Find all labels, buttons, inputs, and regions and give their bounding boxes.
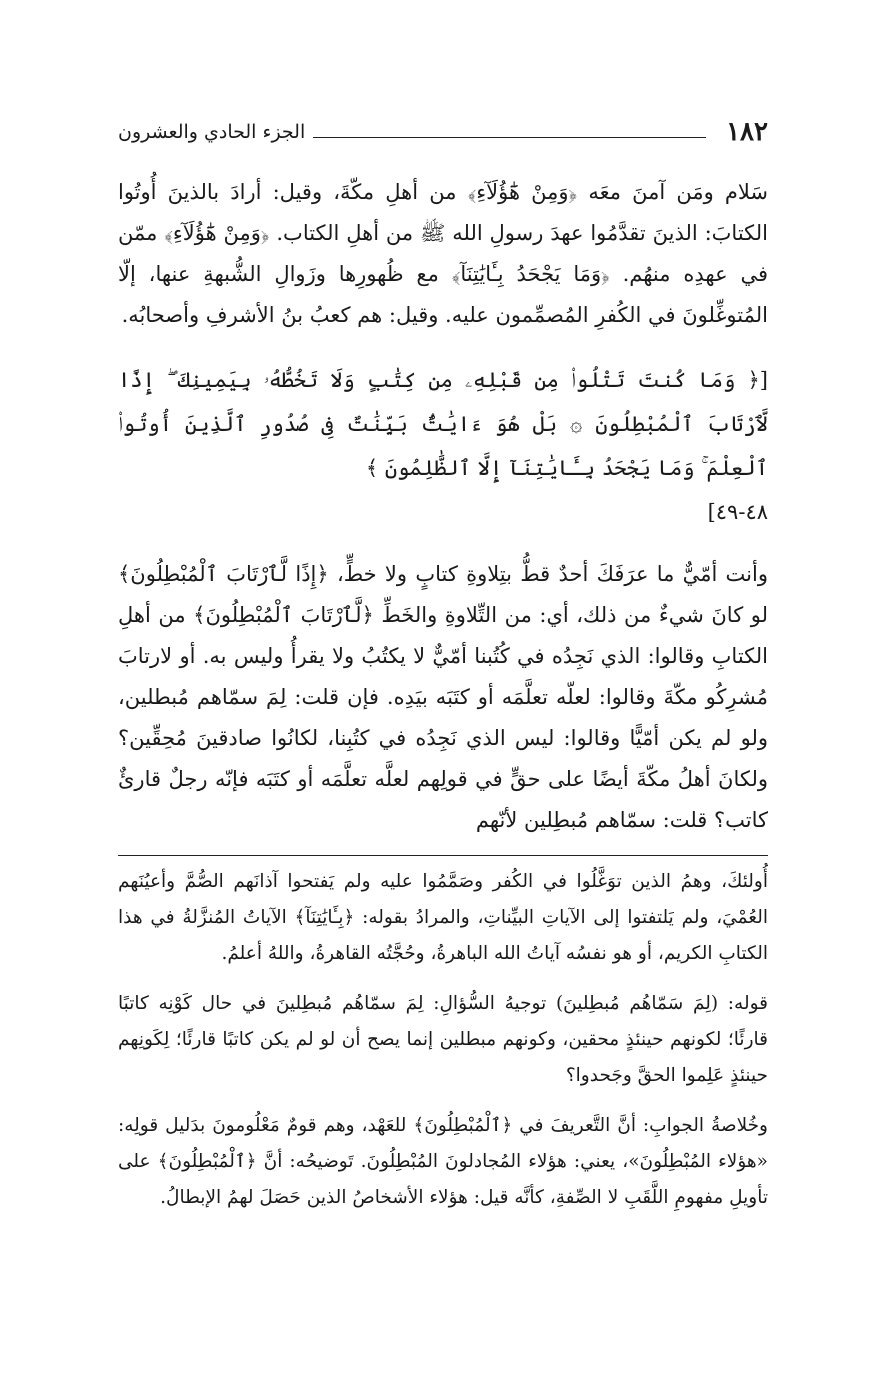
main-paragraph-2: وأنت أمّيٌّ ما عرَفَكَ أحدٌ قطُّ بتِلاوةِ كتابٍ ولا خطٍّ، ﴿إِذًا لَّٱرْتَابَ ٱلْمُبْطِلُونَ﴾ لو كانَ شيءٌ من ذلك، أي: من التِّلاوةِ والخَطِّ ﴿لَّٱرْتَابَ ٱلْمُبْطِلُونَ﴾ من أهلِ الكتابِ وقالوا: الذي نَجِدُه في كُتُبنا أمّيٌّ لا يكتُبُ ولا يقرأُ وليس به. أو لارتابَ مُشرِكُو مكّةَ وقالوا: لعلّه تعلَّمَه أو كتَبَه بيَدِه. فإن قلت: لِمَ سمّاهم مُبطلين، ولو لم يكن أمّيًّا وقالوا: ليس الذي نَجِدُه في كتُبِنا، لكانُوا صادقينَ مُحِقِّين؟ ولكانَ أهلُ مكّةَ أيضًا على حقٍّ في قولِهم لعلَّه تعلَّمَه أو كتَبَه فإنّه رجلٌ قارئٌ كاتب؟ قلت: سمّاهم مُبطِلين لأنّهم: [118, 562, 768, 832]
quran-verse: [118, 358, 768, 534]
page-header: [118, 112, 768, 152]
footnote-3: وخُلاصةُ الجوابِ: أنَّ التَّعريفَ في ﴿ٱلْمُبْطِلُونَ﴾ للعَهْد، وهم قومٌ مَعْلُومونَ بدَليل قولِه: «هؤلاء المُبْطِلُونَ»، يعني: هؤلاء المُجادلونَ المُبْطِلُونَ. تَوضيحُه: أنَّ ﴿ٱلْمُبْطِلُونَ﴾ على تأويلِ مفهومِ اللَّقَبِ لا الصِّفةِ، كأنَّه قيل: هؤلاء الأشخاصُ الذين حَصَلَ لهمُ الإبطالُ.: [118, 1115, 768, 1208]
verse-text: [﴿ وَمَا كُنتَ تَتْلُوا۟ مِن قَبْلِهِۦ مِن كِتَٰبٍ وَلَا تَخُطُّهُۥ بِيَمِينِكَ ۖ إِذًا لَّٱرْتَابَ ٱلْمُبْطِلُونَ ۞ بَلْ هُوَ ءَايَٰتٌۢ بَيِّنَٰتٌ فِى صُدُورِ ٱلَّذِينَ أُوتُوا۟ ٱلْعِلْمَ ۚ وَمَا يَجْحَدُ بِـَٔايَٰتِنَآ إِلَّا ٱلظَّٰلِمُونَ ﴾: [118, 368, 768, 480]
footnote-2: قوله: (لِمَ سَمّاهُم مُبطِلينَ) توجيهُ السُّؤالِ: لِمَ سمّاهُم مُبطِلينَ في حال كَوْنِه كاتبًا قارئًا؛ لكونهم حينئذٍ محقين، وكونهم مبطلين إنما يصح أن لو لم يكن كاتبًا قارئًا؛ لِكَونِهم حينئذٍ عَلِموا الحقَّ وجَحدوا؟: [118, 993, 768, 1086]
header-rule: [313, 137, 706, 138]
main-paragraph-1: سَلام ومَن آمنَ معَه ﴿وَمِنْ هَٰٓؤُلَآءِ﴾ من أهلِ مكّةَ، وقيل: أرادَ بالذينَ أُوتُوا الكتابَ: الذينَ تقدَّمُوا عهدَ رسولِ الله ﷺ من أهلِ الكتاب. ﴿وَمِنْ هَٰٓؤُلَآءِ﴾ ممّن في عهدِه منهُم. ﴿وَمَا يَجْحَدُ بِـَٔايَٰتِنَآ﴾ مع ظُهورِها وزَوالِ الشُّبهةِ عنها، إلّا المُتوغِّلونَ في الكُفرِ المُصمِّمون عليه. وقيل: هم كعبُ بنُ الأشرفِ وأصحابُه.: [118, 180, 768, 327]
footnote-1: أُولئكَ، وهمُ الذين توَغَّلُوا في الكُفر وصَمَّمُوا عليه ولم يَفتحوا آذانَهم الصُّمَّ وأعيُنَهم العُمْيَ، ولم يَلتفتوا إلى الآياتِ البيِّناتِ، والمرادُ بقوله: ﴿بِـَٔايَٰتِنَآ﴾ الآياتُ المُنزَّلةُ في هذا الكتابِ الكريم، أو هو نفسُه آياتُ الله الباهرةُ، وحُجَّتُه القاهرةُ، واللهُ أعلمُ.: [118, 871, 768, 964]
page-body: [118, 172, 768, 1216]
page-number: ١٨٢: [726, 117, 768, 147]
running-title: الجزء الحادي والعشرون: [118, 121, 306, 143]
verse-reference: ٤٨-٤٩]: [707, 500, 768, 524]
footnote-divider: [118, 855, 768, 856]
